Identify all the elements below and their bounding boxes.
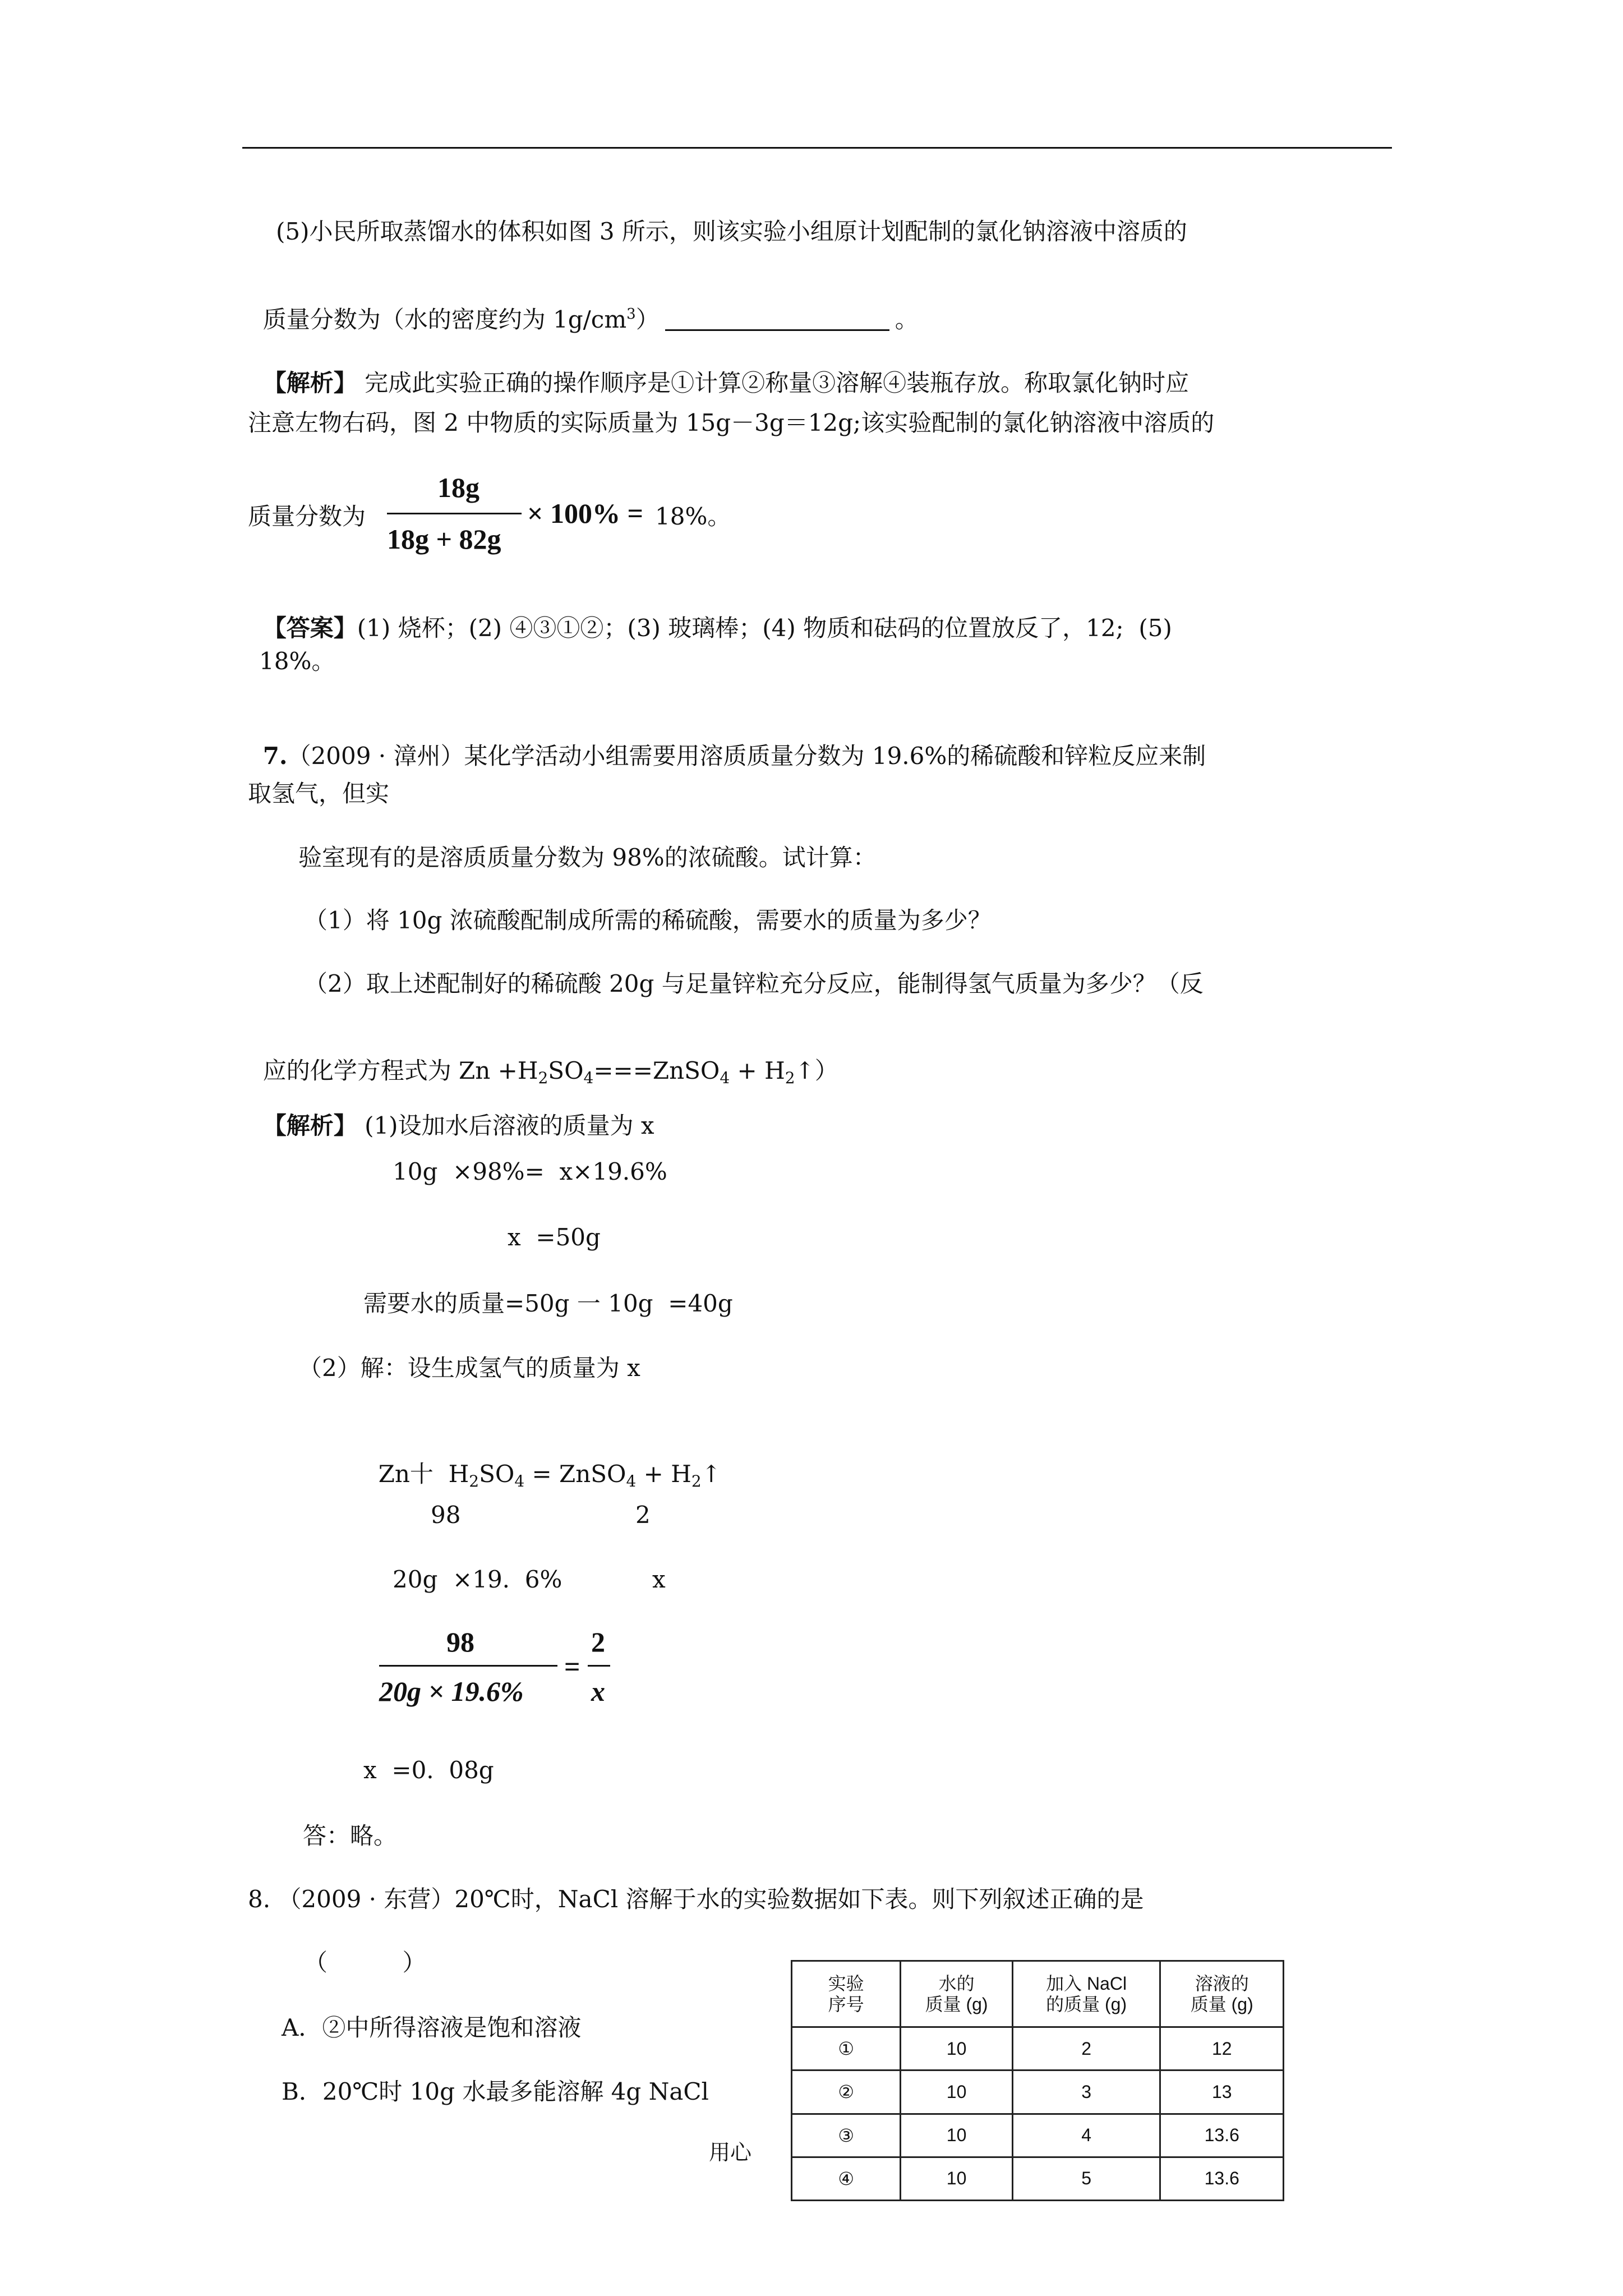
answer1-line1: 【答案】(1) 烧杯；(2) ④③①②；(3) 玻璃棒；(4) 物质和砝码的位置放反了，12; (5) — [262, 614, 1172, 642]
table-header-cell: 水的 质量 (g) — [901, 1961, 1012, 2027]
table-header-cell: 加入 NaCl 的质量 (g) — [1012, 1961, 1160, 2027]
answer-label: 【答案】 — [262, 614, 357, 642]
table-row — [792, 2114, 1284, 2157]
table-cell: 10 — [901, 2157, 1012, 2200]
analysis1-result: 18%。 — [655, 503, 731, 530]
q7-line5: （2）取上述配制好的稀硫酸 20g 与足量锌粒充分反应，能制得氢气质量为多少？（反 — [304, 970, 1204, 997]
q5-line2: 质量分数为（水的密度约为 $1g/cm^3$） 。 — [262, 306, 919, 333]
table-cell: 4 — [1012, 2114, 1160, 2157]
q7-line4: （1）将 10g 浓硫酸配制成所需的稀硫酸，需要水的质量为多少？ — [304, 907, 992, 934]
q8-answer-paren[interactable]: （ ） — [304, 1949, 426, 1976]
analysis1-line3-prefix: 质量分数为 — [248, 503, 366, 530]
answer-omitted: 答：略。 — [303, 1822, 398, 1849]
table-cell: 10 — [901, 2027, 1012, 2070]
table-cell: ② — [792, 2070, 901, 2114]
table-cell: 12 — [1160, 2027, 1284, 2070]
q8-option-b[interactable]: B．20℃时 10g 水最多能溶解 4g NaCl — [282, 2078, 709, 2105]
header-rule — [242, 147, 1392, 149]
result-x: x =0. 08g — [363, 1756, 494, 1784]
table-cell: 13.6 — [1160, 2157, 1284, 2200]
reaction-equation: Zn十 $H_2SO_4$ = ZnSO$_4$ + $H_2↑$ — [378, 1460, 721, 1490]
question-number: 7. — [262, 742, 288, 770]
table-cell: 5 — [1012, 2157, 1160, 2200]
table-cell: ③ — [792, 2114, 901, 2157]
molar-mass-h2: 2 — [635, 1501, 651, 1529]
table-row — [792, 2070, 1284, 2114]
table-cell: 10 — [901, 2114, 1012, 2157]
proportion-left-bar — [379, 1665, 557, 1667]
q7-line6: 应的化学方程式为 $Zn +H_2SO_4===ZnSO_4$ + $H_2↑$） — [262, 1057, 838, 1087]
proportion-right-numerator: 2 — [591, 1626, 605, 1658]
analysis-label: 【解析】 — [262, 1112, 357, 1139]
table-cell: 13.6 — [1160, 2114, 1284, 2157]
table-header-cell: 实验 序号 — [792, 1961, 901, 2027]
fraction-numerator: 18g — [437, 472, 479, 503]
q5-line1: (5)小民所取蒸馏水的体积如图 3 所示，则该实验小组原计划配制的氯化钠溶液中溶质的 — [276, 218, 1187, 245]
proportion-right-bar — [588, 1665, 610, 1667]
table-cell: 3 — [1012, 2070, 1160, 2114]
equation-2: x =50g — [508, 1223, 601, 1251]
fraction-multiplier: × 100% = — [527, 498, 643, 529]
q7-line3: 验室现有的是溶质质量分数为 98%的浓硫酸。试计算： — [298, 844, 877, 871]
table-cell: 2 — [1012, 2027, 1160, 2070]
q8-line1: 8. （2009 · 东营）20℃时，NaCl 溶解于水的实验数据如下表。则下列叙述正确的是 — [248, 1885, 1144, 1913]
analysis2-line1: 【解析】 (1)设加水后溶液的质量为 x — [262, 1112, 654, 1139]
equation-3: 需要水的质量=50g 一 10g =40g — [363, 1290, 733, 1317]
table-cell: 10 — [901, 2070, 1012, 2114]
proportion-right-denominator: x — [591, 1676, 605, 1707]
acid-mass-expression: 20g ×19. 6% — [393, 1566, 562, 1593]
equation-1: 10g ×98%= x×19.6% — [393, 1158, 667, 1185]
molar-mass-zn-h2so4: 98 — [431, 1501, 461, 1529]
q7-line1: 7.（2009 · 漳州）某化学活动小组需要用溶质质量分数为 19.6%的稀硫酸和锌粒反应来制 — [262, 742, 1206, 770]
proportion-equals: = — [564, 1651, 580, 1682]
table-cell: ④ — [792, 2157, 901, 2200]
table-header-row — [792, 1961, 1284, 2027]
unknown-x: x — [652, 1566, 666, 1593]
analysis1-line1: 【解析】 完成此实验正确的操作顺序是①计算②称量③溶解④装瓶存放。称取氯化钠时应 — [262, 369, 1189, 397]
nacl-solubility-table — [791, 1960, 1284, 2201]
q7-line2: 取氢气，但实 — [248, 780, 390, 807]
proportion-left-numerator: 98 — [446, 1626, 474, 1658]
analysis2-step2: （2）解：设生成氢气的质量为 x — [298, 1354, 640, 1382]
table-row — [792, 2157, 1284, 2200]
page-footer: 用心 — [709, 2140, 752, 2165]
table-row — [792, 2027, 1284, 2070]
table-header-cell: 溶液的 质量 (g) — [1160, 1961, 1284, 2027]
answer-blank[interactable] — [665, 308, 889, 331]
answer1-line2: 18%。 — [259, 647, 335, 675]
analysis1-line2: 注意左物右码，图 2 中物质的实际质量为 15g－3g＝12g;该实验配制的氯化钠溶液中溶质的 — [248, 409, 1215, 436]
table-cell: 13 — [1160, 2070, 1284, 2114]
proportion-left-denominator: 20g × 19.6% — [379, 1676, 524, 1707]
table-cell: ① — [792, 2027, 901, 2070]
fraction-denominator: 18g + 82g — [387, 523, 501, 555]
fraction-bar — [387, 513, 522, 514]
q8-option-a[interactable]: A．②中所得溶液是饱和溶液 — [282, 2014, 582, 2041]
analysis-label: 【解析】 — [262, 369, 357, 397]
